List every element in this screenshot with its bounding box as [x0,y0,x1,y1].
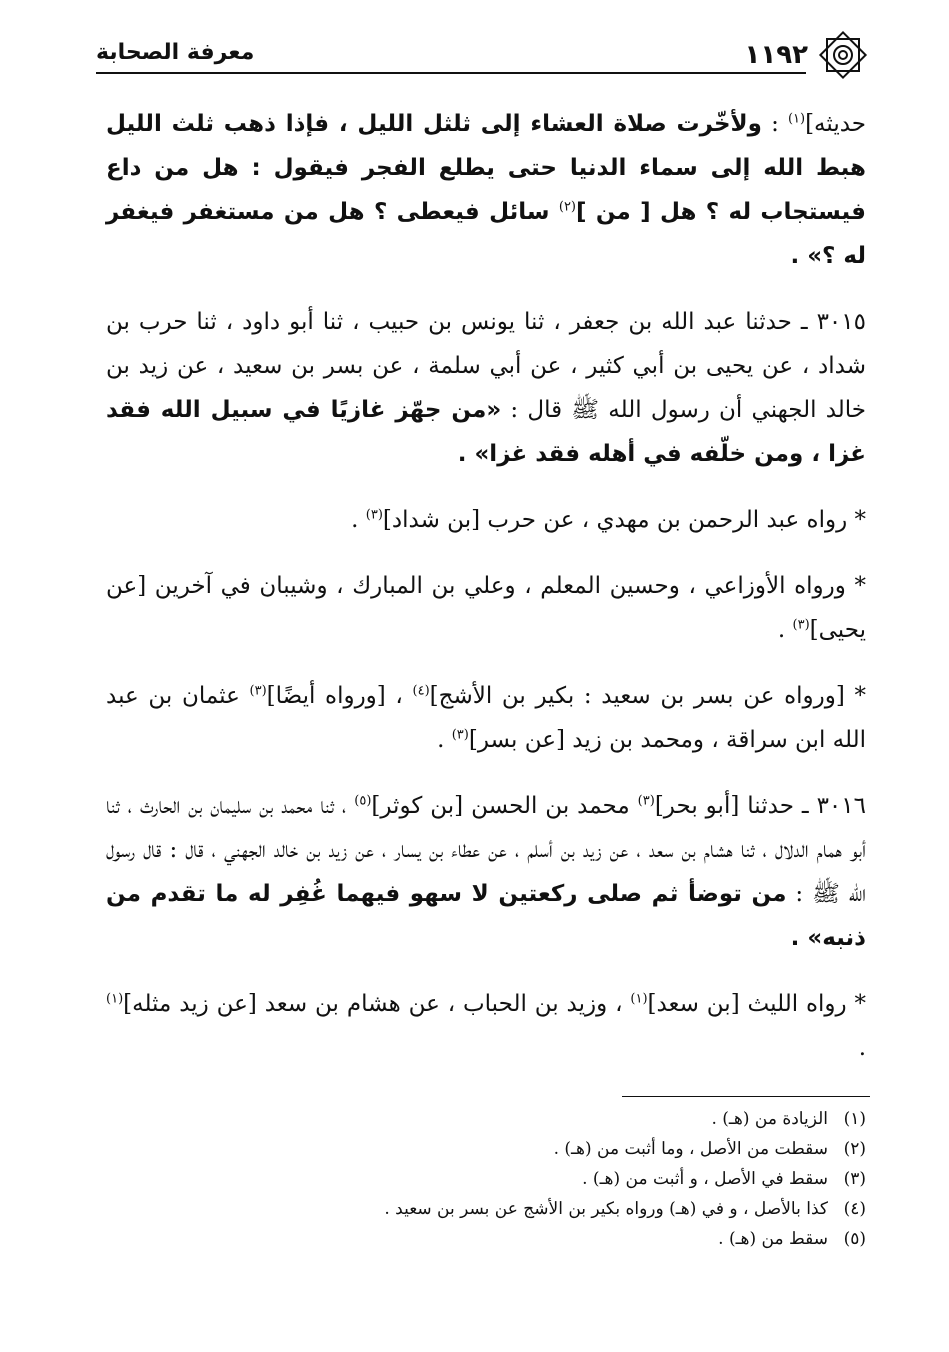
footnote-marker: (١) [787,111,806,127]
header-rule [96,72,806,74]
footnotes [106,1104,866,1254]
narration-text: . [437,727,452,753]
narration-text: ، وزيد بن الحباب ، عن هشام بن سعد [عن زيد مثله] [123,991,631,1017]
narration-text: * [ورواه عن بسر بن سعيد : بكير بن الأشج] [429,683,866,709]
narration-text: محمد بن الحسن [بن كوثر] [371,793,638,819]
footnote-marker: (١) [106,991,124,1007]
footnote-text: سقطت من الأصل ، وما أثبت من (هـ) . [553,1139,828,1159]
body-text [106,102,866,1092]
paragraph-hadith-continuation [106,102,866,278]
hadith-text-bold: ولأخّرت صلاة العشاء إلى ثلثل الليل ، فإذا ذهب ثلث الليل هبط الله إلى سماء الدنيا حتى يطلع الفجر فيقول : هل من داع فيستجاب له ؟ هل [ من ] [106,111,866,225]
page-header [96,28,870,78]
narration-text: . [777,617,793,643]
paragraph-narration-layth [106,982,866,1070]
paragraph-narration-awzai [106,564,866,652]
footnote [106,1164,866,1194]
footnote-marker: (١) [630,991,648,1007]
running-title: معرفة الصحابة [96,40,255,65]
paragraph-hadith-3015 [106,300,866,476]
narration-text: * ورواه الأوزاعي ، وحسين المعلم ، وعلي بن المبارك ، وشيبان في آخرين [عن يحيى] [106,573,866,643]
footnote [106,1104,866,1134]
narration-text: . [351,507,366,533]
footnote-number: (٤) [843,1199,866,1219]
footnote-marker: (٣) [365,507,383,523]
footnote-marker: (٣) [249,683,267,699]
footnote-text: سقط في الأصل ، و أثبت من (هـ) . [582,1169,828,1189]
hadith-text-bold: «من جهّز غازيًا في سبيل الله فقد غزا ، ومن خلّفه في أهله فقد غزا» . [106,397,866,467]
hadith-text-bold: من توضأ ثم صلى ركعتين لا سهو فيهما غُفِر له ما تقدم من ذنبه» . [106,881,866,951]
footnote-number: (١) [843,1109,866,1129]
star-ornament-icon [816,28,870,82]
footnote-marker: (٣) [792,617,810,633]
footnote-marker: (٣) [451,727,469,743]
narration-text: ، ثنا محمد بن سليمان بن الحارث ، ثنا أبو همام الدلال ، ثنا هشام بن سعد ، عن زيد بن أسلم ، عن عطاء بن يسار ، عن زيد بن خالد الجهني ، قال : قال رسول الله ﷺ : [106,793,866,907]
narration-text: عثمان بن عبد الله ابن سراقة ، ومحمد بن زيد [عن بسر] [106,683,866,753]
narration-text: : [761,111,788,137]
narration-text: ٣٠١٥ ـ حدثنا عبد الله بن جعفر ، ثنا يونس بن حبيب ، ثنا أبو داود ، ثنا حرب بن شداد ، عن يحيى بن أبي كثير ، عن أبي سلمة ، عن بسر بن سعيد ، عن زيد بن خالد الجهني أن رسول الله ﷺ قال : [106,309,867,423]
footnote-marker: (٥) [354,793,372,809]
paragraph-narration-bukayr [106,674,866,762]
narration-text: * رواه الليث [بن سعد] [647,991,867,1017]
footnote-marker: (٣) [637,793,655,809]
footnote [106,1224,866,1254]
footnote-text: كذا بالأصل ، و في (هـ) ورواه بكير بن الأشج عن بسر بن سعيد . [384,1199,828,1219]
narration-text: حديثه] [805,111,867,137]
paragraph-narration-ibn-mahdi [106,498,866,542]
footnote-rule [622,1096,870,1097]
footnote-marker: (٤) [412,683,430,699]
footnote-text: سقط من (هـ) . [718,1229,828,1249]
footnote-marker: (٢) [558,199,576,215]
footnote-number: (٣) [843,1169,866,1189]
narration-text: * رواه عبد الرحمن بن مهدي ، عن حرب [بن شداد] [382,507,866,533]
footnote-number: (٢) [843,1139,866,1159]
paragraph-hadith-3016 [106,784,866,960]
narration-text: ٣٠١٦ ـ حدثنا [أبو بحر] [654,793,866,819]
narration-text: ، [ورواه أيضًا] [266,683,413,709]
footnote-text: الزيادة من (هـ) . [711,1109,828,1129]
footnote [106,1134,866,1164]
footnote-number: (٥) [843,1229,866,1249]
footnote [106,1194,866,1224]
hadith-text-bold: سائل فيعطى ؟ هل من مستغفر فيغفر له ؟» . [106,199,866,269]
narration-text: . [858,1035,866,1061]
page-number: ١١٩٢ [744,40,808,70]
